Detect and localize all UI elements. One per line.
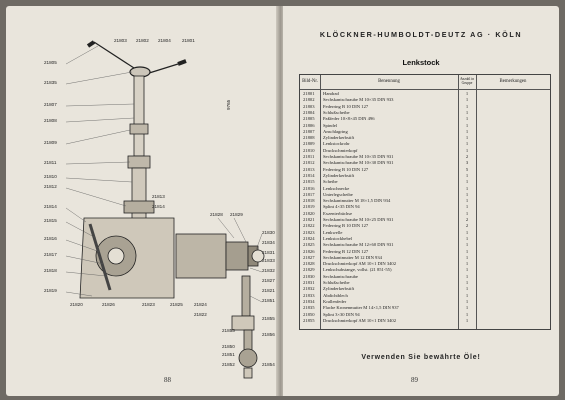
- cell-no: 21823: [303, 229, 315, 235]
- cell-qty: 1: [465, 198, 469, 204]
- cell-no: 21806: [303, 122, 315, 128]
- cell-qty: 1: [465, 128, 469, 134]
- cell-qty: 1: [465, 235, 469, 241]
- table-row: [300, 148, 550, 154]
- cell-no: 21819: [303, 204, 315, 210]
- cell-qty: 1: [465, 292, 469, 298]
- cell-name: Lenkstockrohr: [323, 141, 350, 147]
- part-label: 21834: [262, 240, 275, 245]
- cell-no: 21810: [303, 147, 315, 153]
- cell-no: 21822: [303, 223, 315, 229]
- table-row: [300, 173, 550, 179]
- cell-qty: 1: [465, 261, 469, 267]
- header-divider: [300, 89, 550, 90]
- cell-no: 21826: [303, 248, 315, 254]
- cell-name: Federring B 10 DIN 127: [323, 223, 369, 229]
- cell-no: 21824: [303, 235, 315, 241]
- cell-qty: 1: [465, 229, 469, 235]
- part-label: 21850: [222, 344, 235, 349]
- cell-name: Lenkstockhebel: [323, 235, 353, 241]
- part-label: 21833: [262, 258, 275, 263]
- cell-no: 21804: [303, 109, 315, 115]
- cell-no: 21825: [303, 242, 315, 248]
- table-row: [300, 204, 550, 210]
- cell-name: Unterlegscheibe: [323, 191, 353, 197]
- part-label: 21804: [158, 38, 171, 43]
- cell-qty: 1: [465, 172, 469, 178]
- cell-name: Flache Kronenmutter M 14×1,5 DIN 937: [323, 305, 399, 311]
- cell-no: 21817: [303, 191, 315, 197]
- part-label: 21826: [102, 302, 115, 307]
- cell-no: 21815: [303, 179, 315, 185]
- cell-no: 21816: [303, 185, 315, 191]
- cell-no: 21833: [303, 292, 315, 298]
- cell-no: 21827: [303, 254, 315, 260]
- part-label: 21813: [152, 194, 165, 199]
- cell-no: 21855: [303, 317, 315, 323]
- cell-qty: 1: [465, 91, 469, 96]
- cell-name: Krallenfeder: [323, 298, 347, 304]
- cell-name: Federring B 12 DIN 127: [323, 248, 369, 254]
- cell-qty: 2: [465, 217, 469, 222]
- table-row: [300, 211, 550, 217]
- cell-name: Sechskantschraube: [323, 273, 358, 279]
- cell-name: Lenkschubstange, vollst. (21 851-55): [323, 267, 392, 273]
- cell-no: 21807: [303, 128, 315, 134]
- cell-qty: 1: [465, 179, 469, 185]
- cell-qty: 1: [465, 210, 469, 216]
- table-row: [300, 135, 550, 141]
- cell-name: Handrad: [323, 91, 339, 96]
- table-row: [300, 299, 550, 305]
- cell-no: 21850: [303, 311, 315, 317]
- part-label: 21852: [222, 362, 235, 367]
- cell-no: 21811: [303, 154, 315, 159]
- cell-name: Splint 4×35 DIN 94: [323, 204, 360, 210]
- table-row: [300, 217, 550, 223]
- table-row: [300, 274, 550, 280]
- table-row: [300, 186, 550, 192]
- cell-qty: 1: [465, 286, 469, 292]
- cell-no: 21830: [303, 273, 315, 279]
- part-label: 21824: [194, 302, 207, 307]
- left-page: [6, 6, 278, 396]
- cell-no: 21831: [303, 280, 315, 285]
- cell-qty: 1: [465, 122, 469, 128]
- table-row: [300, 160, 550, 166]
- table-row: [300, 242, 550, 248]
- part-label: 21851: [222, 352, 235, 357]
- table-row: [300, 280, 550, 286]
- cell-name: Lenkschnecke: [323, 185, 350, 191]
- cell-no: 21809: [303, 141, 315, 147]
- cell-qty: 3: [465, 160, 469, 166]
- part-label: 21829: [230, 212, 243, 217]
- table-row: [300, 318, 550, 324]
- footer-slogan: Verwenden Sie bewährte Öle!: [361, 354, 481, 361]
- cell-name: Federring B 10 DIN 127: [323, 103, 369, 109]
- cell-name: Paßfeder 10×8×45 DIN 496: [323, 116, 375, 122]
- table-row: [300, 179, 550, 185]
- cell-qty: 1: [465, 298, 469, 304]
- cell-name: Sechskantschraube M 10×35 DIN 931: [323, 154, 394, 159]
- part-label: 21808: [44, 118, 57, 123]
- table-row: [300, 249, 550, 255]
- part-label: 21823: [142, 302, 155, 307]
- table-row: [300, 116, 550, 122]
- column-header-qty: Anzahl in Gruppe: [459, 77, 475, 85]
- cell-qty: 1: [465, 116, 469, 122]
- column-header-name: Benennung: [378, 79, 400, 85]
- cell-no: 21820: [303, 210, 315, 216]
- part-label: 21819: [44, 288, 57, 293]
- table-row: [300, 167, 550, 173]
- cell-name: Schlußscheibe: [323, 109, 350, 115]
- right-page: [283, 6, 559, 396]
- table-row: [300, 141, 550, 147]
- cell-no: 21812: [303, 160, 315, 166]
- steering-assembly-drawing: [6, 6, 278, 396]
- cell-name: Scheibe: [323, 179, 338, 185]
- cell-no: 21829: [303, 267, 315, 273]
- cell-name: Zylinderkerbstift: [323, 135, 355, 141]
- table-row: [300, 267, 550, 273]
- part-label: 21835: [44, 80, 57, 85]
- table-row: [300, 236, 550, 242]
- cell-no: 21805: [303, 116, 315, 122]
- part-label: 21832: [262, 268, 275, 273]
- page-title: Lenkstock: [402, 58, 440, 67]
- part-label: 21820: [70, 302, 83, 307]
- table-row: [300, 110, 550, 116]
- part-label: 21821: [262, 288, 275, 293]
- part-label: 21805: [44, 60, 57, 65]
- table-row: [300, 286, 550, 292]
- part-label: 21855: [262, 316, 275, 321]
- part-label: 21814: [44, 204, 57, 209]
- cell-qty: 1: [465, 185, 469, 191]
- column-header-no: Bild-Nr.: [302, 79, 318, 85]
- table-row: [300, 129, 550, 135]
- part-label: 21811: [44, 160, 57, 165]
- part-label: 21812: [44, 184, 57, 189]
- cell-qty: 1: [465, 204, 469, 210]
- table-row: [300, 192, 550, 198]
- cell-qty: 1: [465, 248, 469, 254]
- cell-no: 21821: [303, 217, 315, 222]
- cell-qty: 1: [465, 267, 469, 273]
- cell-no: 21828: [303, 261, 315, 267]
- part-label: 21802: [136, 38, 149, 43]
- cell-name: Federring B 10 DIN 127: [323, 166, 369, 172]
- cell-name: Sechskantmutter M 12 DIN 934: [323, 254, 382, 260]
- cell-name: Anschlagring: [323, 128, 348, 134]
- cell-name: Druckschmierkopf AM 10×1 DIN 3402: [323, 261, 397, 267]
- table-row: [300, 154, 550, 160]
- cell-name: Sechskantschraube M 10×30 DIN 931: [323, 160, 394, 166]
- table-row: [300, 230, 550, 236]
- part-label: 21803: [114, 38, 127, 43]
- part-label: 21853: [222, 328, 235, 333]
- part-label: 21801: [182, 38, 195, 43]
- cell-qty: 1: [465, 191, 469, 197]
- cell-name: Spindel: [323, 122, 338, 128]
- cell-name: Zylinderkerbstift: [323, 286, 355, 292]
- cell-name: Druckschmierkopf AM 10×1 DIN 3402: [323, 317, 397, 323]
- cell-no: 21832: [303, 286, 315, 292]
- table-row: [300, 312, 550, 318]
- cell-no: 21835: [303, 305, 315, 311]
- cell-qty: 1: [465, 109, 469, 115]
- cell-no: 21814: [303, 172, 315, 178]
- cell-name: Zylinderkerbstift: [323, 172, 355, 178]
- part-label: 21814: [152, 204, 165, 209]
- table-row: [300, 97, 550, 103]
- cell-name: Splint 3×30 DIN 94: [323, 311, 360, 317]
- part-label: 21822: [194, 312, 207, 317]
- cell-name: Abdichtblech: [323, 292, 348, 298]
- cell-qty: 2: [465, 223, 469, 229]
- manufacturer-header: KLÖCKNER-HUMBOLDT-DEUTZ AG · KÖLN: [319, 30, 523, 39]
- cell-qty: 1: [465, 97, 469, 103]
- part-label: 21818: [44, 268, 57, 273]
- cell-name: Druckschmierkopf: [323, 147, 358, 153]
- part-label: 21825: [170, 302, 183, 307]
- cell-qty: 1: [465, 242, 469, 248]
- table-row: [300, 91, 550, 97]
- table-row: [300, 198, 550, 204]
- cell-qty: 1: [465, 273, 469, 279]
- table-row: [300, 305, 550, 311]
- cell-name: Sechskantschraube M 10×35 DIN 933: [323, 97, 394, 103]
- table-row: [300, 123, 550, 129]
- drawing-code: 9765: [226, 99, 231, 110]
- table-row: [300, 293, 550, 299]
- column-header-remarks: Bemerkungen: [499, 79, 527, 85]
- page-number-right: 89: [411, 376, 418, 384]
- cell-qty: 5: [465, 166, 469, 172]
- cell-qty: 1: [465, 147, 469, 153]
- cell-name: Lenkwelle: [323, 229, 343, 235]
- cell-no: 21802: [303, 97, 315, 103]
- table-row: [300, 104, 550, 110]
- cell-qty: 1: [465, 141, 469, 147]
- cell-name: Sechskantmutter M 18×1,5 DIN 934: [323, 198, 391, 204]
- cell-qty: 1: [465, 311, 469, 317]
- part-label: 21828: [210, 212, 223, 217]
- cell-qty: 1: [465, 135, 469, 141]
- part-label: 21809: [44, 140, 57, 145]
- part-label: 21815: [44, 218, 57, 223]
- part-label: 21854: [262, 362, 275, 367]
- cell-no: 21808: [303, 135, 315, 141]
- cell-name: Sechskantschraube M 12×60 DIN 931: [323, 242, 394, 248]
- part-label: 21810: [44, 174, 57, 179]
- table-row: [300, 261, 550, 267]
- page-number-left: 88: [164, 376, 171, 384]
- table-row: [300, 255, 550, 261]
- part-label: 21851: [262, 298, 275, 303]
- cell-qty: 1: [465, 254, 469, 260]
- cell-qty: 1: [465, 305, 469, 311]
- cell-name: Exzenterbüchse: [323, 210, 353, 216]
- part-label: 21807: [44, 102, 57, 107]
- cell-qty: 1: [465, 280, 469, 285]
- cell-name: Schlußscheibe: [323, 280, 350, 285]
- table-row: [300, 223, 550, 229]
- part-label: 21830: [262, 230, 275, 235]
- cell-qty: 1: [465, 103, 469, 109]
- cell-name: Sechskantschraube M 10×25 DIN 931: [323, 217, 394, 222]
- cell-no: 21834: [303, 298, 315, 304]
- cell-no: 21801: [303, 91, 315, 96]
- cell-qty: 2: [465, 154, 469, 159]
- part-label: 21816: [44, 236, 57, 241]
- part-label: 21817: [44, 252, 57, 257]
- part-label: 21827: [262, 278, 275, 283]
- parts-table: [299, 74, 551, 330]
- cell-qty: 1: [465, 317, 469, 323]
- cell-no: 21803: [303, 103, 315, 109]
- cell-no: 21813: [303, 166, 315, 172]
- cell-no: 21818: [303, 198, 315, 204]
- part-label: 21831: [262, 250, 275, 255]
- part-label: 21856: [262, 332, 275, 337]
